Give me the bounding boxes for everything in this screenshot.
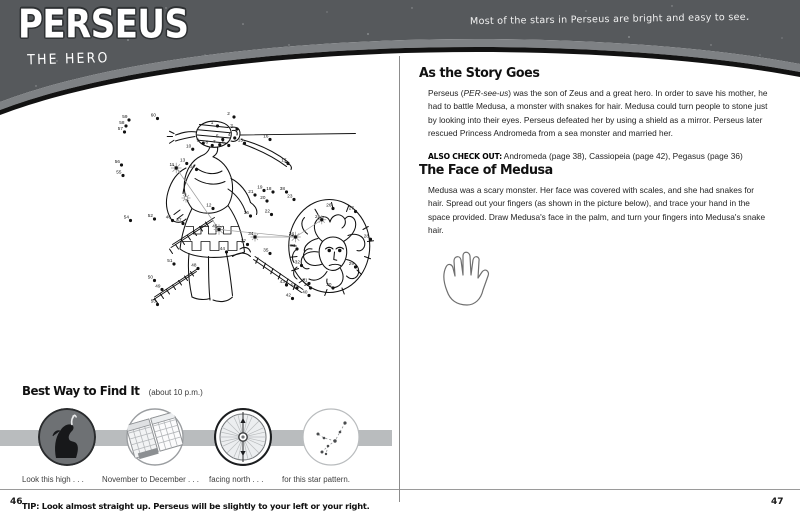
constellation-dot bbox=[196, 267, 199, 270]
constellation-dot-number: 25 bbox=[315, 213, 321, 219]
constellation-dot bbox=[195, 168, 198, 171]
constellation-dot-number: 37 bbox=[240, 238, 246, 244]
banner-note: Most of the stars in Perseus are bright and easy to see. bbox=[469, 11, 750, 28]
constellation-dot-number: 52 bbox=[147, 213, 153, 219]
constellation-dot bbox=[233, 136, 236, 139]
constellation-dot-number: 49 bbox=[155, 283, 161, 289]
constellation-dot bbox=[171, 219, 174, 222]
constellation-dot-number: 27 bbox=[348, 205, 354, 211]
page-subtitle: THE HERO bbox=[27, 48, 110, 68]
constellation-dot bbox=[331, 207, 334, 210]
constellation-dot bbox=[307, 294, 310, 297]
constellation-dot-number: 16 bbox=[263, 133, 269, 139]
constellation-dot bbox=[354, 210, 357, 213]
constellation-dot-number: 39 bbox=[303, 282, 309, 288]
page-title: PERSEUS bbox=[18, 2, 189, 48]
constellation-dot bbox=[217, 228, 220, 231]
constellation-dot-number: 58 bbox=[119, 120, 125, 126]
constellation-dot bbox=[271, 190, 274, 193]
constellation-dot bbox=[268, 138, 271, 141]
constellation-dot-number: 2 bbox=[227, 111, 230, 117]
page-spine-divider bbox=[399, 56, 400, 502]
story-text-2: ) was the son of Zeus and a great hero. In order to save his mother, he had to battle Medusa, a monster with snakes for hair. Medusa could turn people to stone just by looking into their eyes. Perseus defeated her by using a shield as a mirror. Perseus later rescued Princess Andromeda from a sea monster and married her. bbox=[428, 88, 768, 139]
constellation-dot-number: 3 bbox=[230, 123, 233, 129]
constellation-dot-number: 23 bbox=[287, 193, 293, 199]
constellation-dot-number: 7 bbox=[213, 138, 216, 144]
constellation-dot bbox=[172, 262, 175, 265]
constellation-dot-number: 13 bbox=[180, 157, 186, 163]
find-it-tip bbox=[22, 501, 392, 511]
constellation-dot-number: 38 bbox=[279, 186, 285, 192]
constellation-dot bbox=[181, 222, 184, 225]
constellation-dot-number: 26 bbox=[326, 202, 332, 208]
constellation-dot bbox=[309, 286, 312, 289]
constellation-dot-number: 36 bbox=[243, 210, 249, 216]
page-number-left: 46 bbox=[10, 497, 23, 507]
constellation-dot bbox=[331, 286, 334, 289]
constellation-dot bbox=[153, 279, 156, 282]
constellation-dot-number: 4 bbox=[228, 132, 231, 138]
constellation-dot bbox=[253, 235, 256, 238]
story-paragraph bbox=[419, 87, 771, 141]
constellation-dot bbox=[291, 297, 294, 300]
constellation-dot-number: 45 bbox=[212, 223, 218, 229]
constellation-dot-number: 18 bbox=[266, 186, 272, 192]
tip-label: TIP: bbox=[22, 501, 40, 511]
constellation-dot-number: 24 bbox=[288, 231, 294, 237]
constellation-dot-number: 29 bbox=[348, 261, 354, 267]
compass-icon bbox=[214, 408, 272, 466]
tip-text: Look almost straight up. Perseus will be slightly to your left or your right. bbox=[39, 501, 370, 511]
pronunciation: PER-see-us bbox=[463, 88, 509, 98]
story-text-1: Perseus ( bbox=[428, 88, 464, 98]
constellation-dot-number: 55 bbox=[116, 169, 122, 175]
constellation-dot-number: 22 bbox=[264, 208, 270, 214]
right-column bbox=[419, 66, 771, 314]
constellation-dot bbox=[175, 166, 178, 169]
constellation-dot bbox=[243, 142, 246, 145]
perseus-dot-to-dot-illustration bbox=[108, 72, 393, 372]
constellation-dot-number: 5 bbox=[216, 133, 219, 139]
constellation-dot bbox=[285, 283, 288, 286]
bottom-rule-right bbox=[400, 489, 800, 490]
constellation-dot-number: 43 bbox=[279, 279, 285, 285]
constellation-dot bbox=[124, 124, 127, 127]
constellation-dot bbox=[216, 124, 219, 127]
constellation-dot bbox=[121, 174, 124, 177]
constellation-dot-number: 10 bbox=[186, 143, 192, 149]
constellation-dot-number: 15 bbox=[237, 137, 243, 143]
constellation-dot bbox=[129, 219, 132, 222]
constellation-dot bbox=[127, 118, 130, 121]
constellation-dot bbox=[285, 190, 288, 193]
constellation-dot bbox=[292, 198, 295, 201]
constellation-dot-number: 44 bbox=[219, 246, 225, 252]
constellation-dot bbox=[295, 286, 298, 289]
constellation-dot bbox=[235, 127, 238, 130]
constellation-dot bbox=[211, 144, 214, 147]
caption-step-4: for this star pattern. bbox=[282, 475, 350, 484]
constellation-dot-number: 41 bbox=[290, 282, 296, 288]
constellation-dot bbox=[354, 265, 357, 268]
constellation-dot-number: 19 bbox=[257, 184, 263, 190]
constellation-dot bbox=[294, 235, 297, 238]
constellation-dot-number: 34 bbox=[248, 231, 254, 237]
constellation-dot bbox=[253, 193, 256, 196]
star-pattern-icon bbox=[302, 408, 360, 466]
find-it-when: (about 10 p.m.) bbox=[148, 388, 203, 397]
constellation-dot-number: 60 bbox=[150, 112, 156, 118]
find-it-title: Best Way to Find It bbox=[22, 383, 140, 398]
constellation-dot-number: 11 bbox=[169, 162, 175, 168]
constellation-dot-number: 50 bbox=[147, 274, 153, 280]
constellation-dot-number: 20 bbox=[260, 195, 266, 201]
constellation-dot-number: 35 bbox=[263, 247, 269, 253]
constellation-dot-number: 53 bbox=[150, 298, 156, 304]
constellation-dot-number: 40 bbox=[302, 289, 308, 295]
caption-step-3: facing north . . . bbox=[209, 475, 264, 484]
constellation-dot bbox=[300, 264, 303, 267]
caption-step-2: November to December . . . bbox=[102, 475, 199, 484]
constellation-dot bbox=[270, 213, 273, 216]
constellation-dot-number: 17 bbox=[281, 157, 287, 163]
constellation-dot bbox=[286, 162, 289, 165]
constellation-dot-number: 31 bbox=[302, 277, 308, 283]
constellation-dot bbox=[218, 143, 221, 146]
constellation-dot bbox=[295, 247, 298, 250]
constellation-dot-number: 59 bbox=[122, 114, 128, 120]
constellation-dot bbox=[262, 189, 265, 192]
constellation-dot bbox=[156, 117, 159, 120]
best-way-to-find-it bbox=[22, 382, 392, 511]
constellation-dot bbox=[211, 207, 214, 210]
also-check-out bbox=[419, 150, 771, 163]
hand-illustration bbox=[419, 247, 771, 314]
constellation-dot-number: 28 bbox=[363, 233, 369, 239]
constellation-dot bbox=[202, 142, 205, 145]
find-it-captions bbox=[22, 475, 392, 491]
constellation-dot-number: 1 bbox=[210, 120, 214, 126]
constellation-dot bbox=[185, 162, 188, 165]
constellation-dot-number: 14 bbox=[189, 163, 195, 169]
constellation-dot bbox=[249, 214, 252, 217]
calendar-icon bbox=[126, 408, 184, 466]
constellation-dot-number: 6 bbox=[222, 139, 225, 145]
constellation-dot-number: 46 bbox=[165, 214, 171, 220]
constellation-dot bbox=[160, 288, 163, 291]
constellation-dot bbox=[227, 144, 230, 147]
constellation-dot bbox=[268, 252, 271, 255]
medusa-paragraph: Medusa was a scary monster. Her face was covered with scales, and she had snakes for hair. Spread out your fingers (as shown in the picture below), and trace your hand in the space provided. Draw Medusa's face in the palm, and turn your fingers into Medusa's snake hair. bbox=[428, 185, 766, 236]
constellation-dot bbox=[123, 130, 126, 133]
constellation-dot bbox=[265, 199, 268, 202]
constellation-dot-number: 12 bbox=[206, 202, 212, 208]
constellation-dot-number: 21 bbox=[248, 189, 254, 195]
constellation-dot bbox=[320, 218, 323, 221]
section-heading-medusa: The Face of Medusa bbox=[419, 163, 553, 179]
page-number-right: 47 bbox=[771, 497, 784, 507]
constellation-dot-number: 54 bbox=[123, 214, 129, 220]
constellation-dot-number: 30 bbox=[326, 282, 332, 288]
constellation-dot bbox=[156, 303, 159, 306]
constellation-dot-number: 32 bbox=[294, 259, 300, 265]
page-title-block bbox=[18, 2, 194, 68]
also-check-out-label: ALSO CHECK OUT: bbox=[428, 151, 502, 161]
constellation-dot bbox=[153, 217, 156, 220]
constellation-dot bbox=[232, 115, 235, 118]
constellation-dot-number: 9 bbox=[196, 137, 200, 143]
constellation-dot-number: 33 bbox=[290, 243, 296, 249]
constellation-dot bbox=[191, 148, 194, 151]
constellation-dot-number: 8 bbox=[205, 139, 209, 145]
constellation-dot bbox=[120, 163, 123, 166]
constellation-dot-number: 42 bbox=[285, 292, 291, 298]
constellation-dot-number: 47 bbox=[176, 217, 182, 223]
constellation-dot-number: 48 bbox=[191, 262, 197, 268]
constellation-dot-number: 56 bbox=[114, 159, 120, 165]
constellation-dot bbox=[369, 238, 372, 241]
constellation-dot-number: 57 bbox=[117, 126, 123, 132]
also-check-out-links: Andromeda (page 38), Cassiopeia (page 42), Pegasus (page 36) bbox=[501, 150, 743, 161]
constellation-dot bbox=[246, 243, 249, 246]
find-it-title-row bbox=[22, 382, 392, 400]
section-heading-story: As the Story Goes bbox=[419, 66, 540, 81]
person-looking-up-icon bbox=[38, 408, 96, 466]
find-it-strip bbox=[22, 408, 392, 470]
constellation-dot-number: 51 bbox=[167, 258, 173, 264]
caption-step-1: Look this high . . . bbox=[22, 475, 84, 484]
constellation-dot bbox=[225, 250, 228, 253]
